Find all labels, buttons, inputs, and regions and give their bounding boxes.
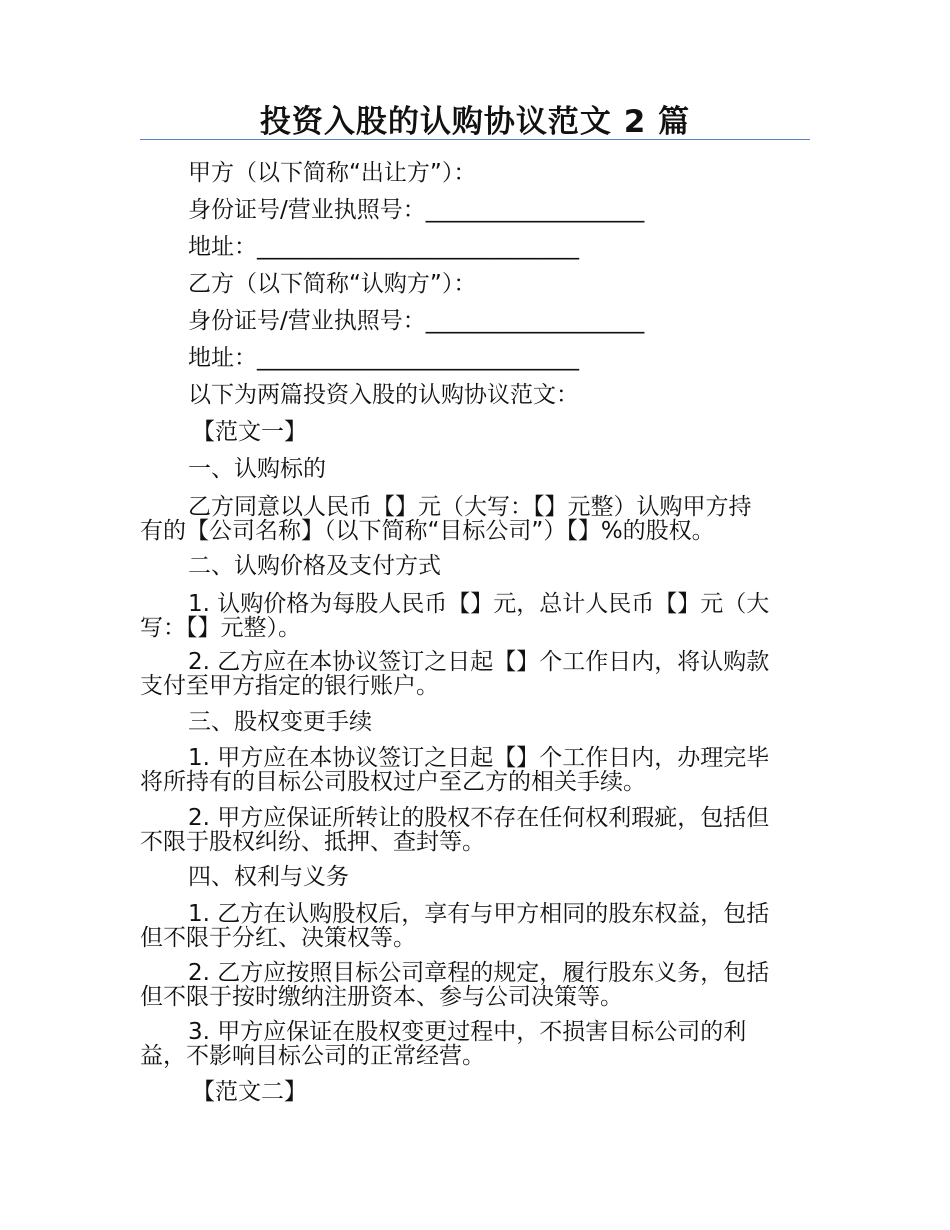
- paragraph-line: 乙方同意以人民币【】元（大写：【】元整）认购甲方持: [188, 494, 752, 520]
- section-2-item-1: [140, 592, 810, 640]
- sample-two-heading: 【范文二】: [192, 1079, 307, 1105]
- paragraph-line: 1. 甲方应在本协议签订之日起【】个工作日内，办理完毕: [188, 745, 770, 771]
- party-a-address-line: 地址：____________________________: [188, 234, 579, 260]
- section-2-heading: 二、认购价格及支付方式: [188, 553, 441, 579]
- paragraph-line: 益，不影响目标公司的正常经营。: [140, 1043, 485, 1069]
- section-4-item-3: [140, 1020, 810, 1068]
- party-b-line: 乙方（以下简称“认购方”）：: [188, 271, 477, 297]
- title-underline: [140, 139, 810, 140]
- paragraph-line: 不限于股权纠纷、抵押、查封等。: [140, 829, 485, 855]
- section-4-item-1: [140, 902, 810, 950]
- sample-one-heading: 【范文一】: [192, 419, 307, 445]
- document-title: 投资入股的认购协议范文 2 篇: [259, 104, 691, 140]
- section-1-heading: 一、认购标的: [188, 456, 326, 482]
- paragraph-line: 2. 甲方应保证所转让的股权不存在任何权利瑕疵，包括但: [188, 805, 770, 831]
- paragraph-line: 但不限于分红、决策权等。: [140, 925, 416, 951]
- paragraph-line: 2. 乙方应按照目标公司章程的规定，履行股东义务，包括: [188, 960, 770, 986]
- section-3-item-2: [140, 806, 810, 854]
- party-a-line: 甲方（以下简称“出让方”）：: [188, 160, 477, 186]
- section-3-item-1: [140, 746, 810, 794]
- section-3-heading: 三、股权变更手续: [188, 709, 372, 735]
- paragraph-line: 支付至甲方指定的银行账户。: [140, 673, 439, 699]
- section-2-item-2: [140, 650, 810, 698]
- article-1-paragraph: [140, 495, 810, 543]
- section-4-item-2: [140, 961, 810, 1009]
- party-b-id-line: 身份证号/营业执照号：___________________: [188, 308, 645, 334]
- paragraph-line: 1. 乙方在认购股权后，享有与甲方相同的股东权益，包括: [188, 901, 770, 927]
- paragraph-line: 3. 甲方应保证在股权变更过程中，不损害目标公司的利: [188, 1019, 747, 1045]
- paragraph-line: 1. 认购价格为每股人民币【】元，总计人民币【】元（大: [188, 591, 770, 617]
- paragraph-line: 写：【】元整）。: [140, 615, 301, 641]
- party-b-address-line: 地址：____________________________: [188, 345, 579, 371]
- paragraph-line: 2. 乙方应在本协议签订之日起【】个工作日内，将认购款: [188, 649, 770, 675]
- section-4-heading: 四、权利与义务: [188, 864, 349, 890]
- paragraph-line: 但不限于按时缴纳注册资本、参与公司决策等。: [140, 984, 623, 1010]
- paragraph-line: 有的【公司名称】（以下简称“目标公司”）【】%的股权。: [140, 518, 715, 544]
- intro-line: 以下为两篇投资入股的认购协议范文：: [188, 382, 579, 408]
- paragraph-line: 将所持有的目标公司股权过户至乙方的相关手续。: [140, 769, 646, 795]
- party-a-id-line: 身份证号/营业执照号：___________________: [188, 197, 645, 223]
